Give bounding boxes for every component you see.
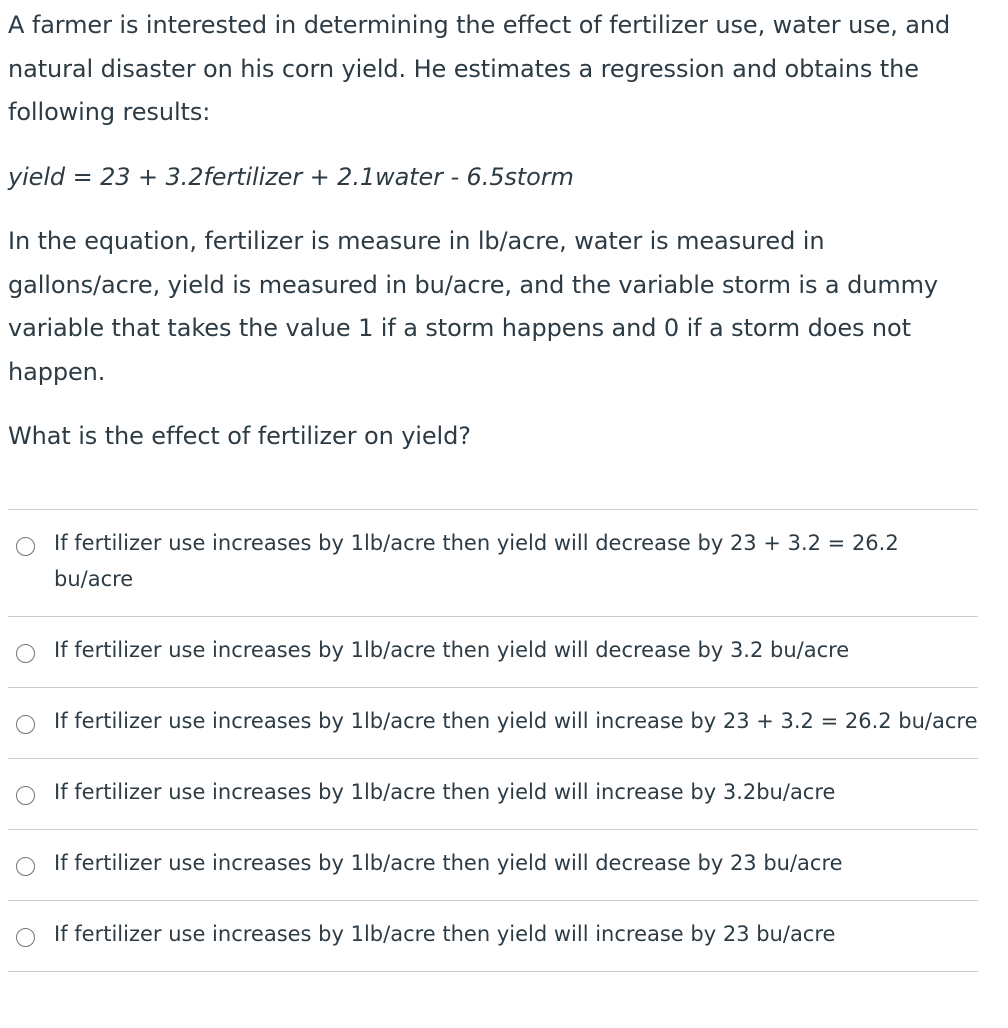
answer-list [8,509,978,972]
answer-label: If fertilizer use increases by 1lb/acre then yield will increase by 3.2bu/acre [54,780,836,804]
question-text [8,4,978,459]
answer-label: If fertilizer use increases by 1lb/acre then yield will decrease by 23 + 3.2 = 26.2 bu/acre [54,531,899,591]
quiz-question [0,4,1008,1028]
radio-button[interactable] [16,857,35,876]
answer-label: If fertilizer use increases by 1lb/acre then yield will decrease by 23 bu/acre [54,851,843,875]
answer-label: If fertilizer use increases by 1lb/acre then yield will increase by 23 bu/acre [54,922,836,946]
regression-equation: yield = 23 + 3.2fertilizer + 2.1water - 6.5storm [8,162,574,191]
answer-option-1[interactable] [8,510,978,617]
answer-option-6[interactable] [8,901,978,972]
answer-option-5[interactable] [8,830,978,901]
variable-definitions: In the equation, fertilizer is measure in lb/acre, water is measured in gallons/acre, yield is measured in bu/acre, and the variable storm is a dummy variable that takes the value 1 if a storm happens and 0 if a storm does not happen. [8,227,938,386]
answer-label: If fertilizer use increases by 1lb/acre then yield will increase by 23 + 3.2 = 26.2 bu/acre [54,709,978,733]
answer-option-4[interactable] [8,759,978,830]
question-prompt: What is the effect of fertilizer on yield? [8,422,471,450]
radio-button[interactable] [16,644,35,663]
question-intro: A farmer is interested in determining the effect of fertilizer use, water use, and natural disaster on his corn yield. He estimates a regression and obtains the following results: [8,11,951,126]
radio-button[interactable] [16,537,35,556]
radio-button[interactable] [16,928,35,947]
radio-button[interactable] [16,786,35,805]
answer-option-2[interactable] [8,617,978,688]
answer-label: If fertilizer use increases by 1lb/acre then yield will decrease by 3.2 bu/acre [54,638,850,662]
radio-button[interactable] [16,715,35,734]
answer-option-3[interactable] [8,688,978,759]
